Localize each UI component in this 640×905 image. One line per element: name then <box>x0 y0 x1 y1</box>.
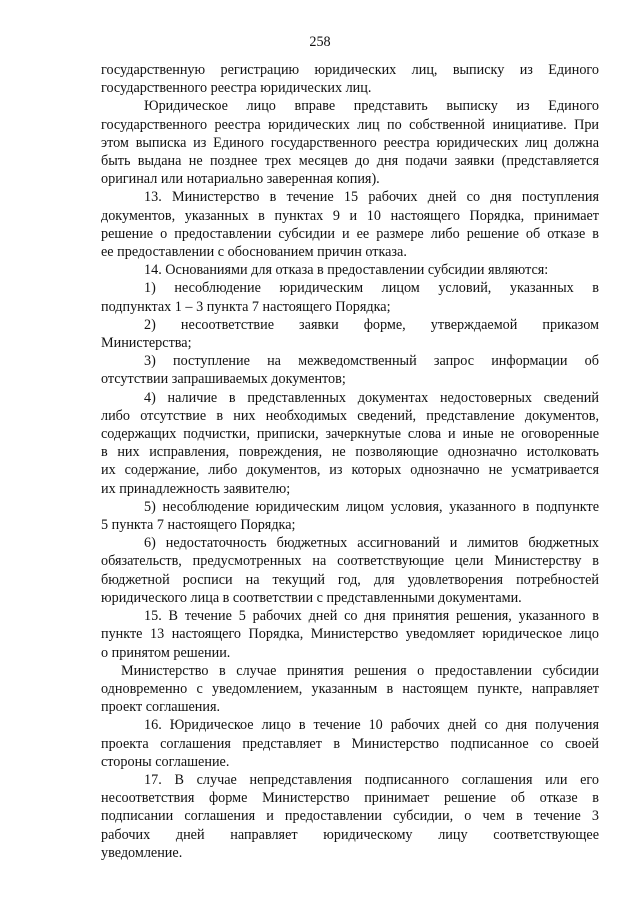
text-line: 1) несоблюдение юридическим лицом условий, указанных в <box>144 280 599 297</box>
paragraph <box>101 352 599 388</box>
page-number: 258 <box>309 34 331 50</box>
text-line: государственного реестра юридических лиц по собственной инициативе. При <box>101 116 599 133</box>
text-line: ее предоставлении с обоснованием причин отказа. <box>101 244 407 261</box>
text-line: 15. В течение 5 рабочих дней со дня принятия решения, указанного в <box>144 608 599 625</box>
text-line: обязательств, предусмотренных на соответствующие цели Министерству в <box>101 553 599 570</box>
text-line: в них исправления, повреждения, не позволяющие однозначно истолковать <box>101 444 599 461</box>
text-line: 4) наличие в представленных документах недостоверных сведений <box>144 389 599 406</box>
text-line: несоответствия форме Министерство принимает решение об отказе в <box>101 790 599 807</box>
paragraph <box>101 261 599 279</box>
text-line: Министерства; <box>101 335 192 352</box>
text-line: 6) недостаточность бюджетных ассигнований и лимитов бюджетных <box>144 535 599 552</box>
paragraph <box>101 716 599 771</box>
document-body <box>101 61 599 862</box>
text-line: 17. В случае непредставления подписанного соглашения или его <box>144 771 599 788</box>
text-line: решение о предоставлении субсидии и ее размере либо решение об отказе в <box>101 225 599 242</box>
text-line: 16. Юридическое лицо в течение 10 рабочих дней со дня получения <box>144 717 599 734</box>
paragraph <box>101 279 599 315</box>
text-line: отсутствии запрашиваемых документов; <box>101 371 346 388</box>
paragraph <box>101 498 599 534</box>
text-line: этом выписка из Единого государственного реестра юридических лиц должна <box>101 134 599 151</box>
text-line: 14. Основаниями для отказа в предоставлении субсидии являются: <box>144 262 549 279</box>
paragraph <box>101 61 599 97</box>
paragraph <box>101 97 599 188</box>
text-line: проект соглашения. <box>101 699 221 716</box>
text-line: подпунктах 1 – 3 пункта 7 настоящего Порядка; <box>101 298 391 315</box>
paragraph <box>101 188 599 261</box>
text-line: 3) поступление на межведомственный запрос информации об <box>144 353 599 370</box>
text-line: Министерство в случае принятия решения о предоставлении субсидии <box>121 662 599 679</box>
paragraph <box>101 534 599 607</box>
text-line: их содержание, либо документов, из которых однозначно не усматривается <box>101 462 599 479</box>
text-line: Юридическое лицо вправе представить выписку из Единого <box>144 98 599 115</box>
text-line: пункте 13 настоящего Порядка, Министерство уведомляет юридическое лицо <box>101 626 599 643</box>
text-line: государственную регистрацию юридических лиц, выписку из Единого <box>101 62 599 78</box>
text-line: о принятом решении. <box>101 644 231 661</box>
text-line: рабочих дней направляет юридическому лицу соответствующее <box>101 826 599 843</box>
text-line: уведомление. <box>101 844 183 861</box>
text-line: 5) несоблюдение юридическим лицом условия, указанного в подпункте <box>144 498 599 515</box>
text-line: бюджетной росписи на текущий год, для удовлетворения потребностей <box>101 571 599 588</box>
text-line: 2) несоответствие заявки форме, утверждаемой приказом <box>144 316 599 333</box>
text-line: быть выдана не позднее трех месяцев до дня подачи заявки (представляется <box>101 153 599 170</box>
text-line: содержащих подчистки, приписки, зачеркнутые слова и иные не оговоренные <box>101 426 599 443</box>
paragraph <box>101 662 599 717</box>
text-line: стороны соглашение. <box>101 753 230 770</box>
text-line: документов, указанных в пунктах 9 и 10 настоящего Порядка, принимает <box>101 207 599 224</box>
text-line: их принадлежность заявителю; <box>101 480 291 497</box>
text-line: 5 пункта 7 настоящего Порядка; <box>101 517 296 534</box>
text-line: 13. Министерство в течение 15 рабочих дней со дня поступления <box>144 189 599 206</box>
text-line: одновременно с уведомлением, указанным в настоящем пункте, направляет <box>101 680 599 697</box>
text-line: юридического лица в соответствии с представленными документами. <box>101 589 522 606</box>
text-line: подписании соглашения и предоставлении субсидии, о чем в течение 3 <box>101 808 599 825</box>
text-line: проекта соглашения представляет в Министерство подписанное со своей <box>101 735 599 752</box>
paragraph <box>101 389 599 498</box>
paragraph <box>101 607 599 662</box>
text-line: либо отсутствие в них необходимых сведений, представление документов, <box>101 407 599 424</box>
text-line: оригинал или нотариально заверенная копия). <box>101 171 380 188</box>
paragraph <box>101 771 599 862</box>
text-line: государственного реестра юридических лиц. <box>101 80 372 97</box>
paragraph <box>101 316 599 352</box>
